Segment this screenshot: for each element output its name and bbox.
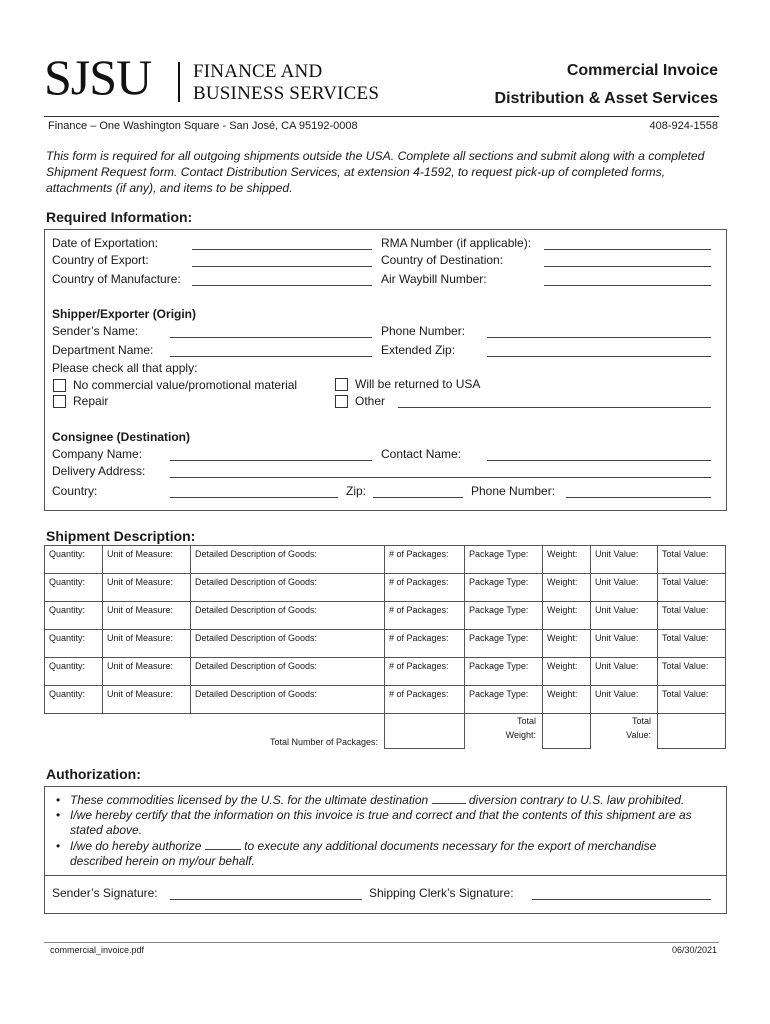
other-checkbox[interactable]	[335, 395, 348, 408]
authorize-field[interactable]	[205, 849, 241, 850]
authorization-bullet-1	[56, 793, 720, 808]
authorization-bullet-3	[56, 839, 720, 869]
delivery-address-label: Delivery Address:	[52, 464, 146, 478]
shipment-row	[45, 630, 726, 658]
authorization-bullet-2	[56, 808, 720, 838]
logo-line-1: FINANCE AND	[193, 61, 323, 82]
bullet-2-text: I/we hereby certify that the information on this invoice is true and correct and that the contents of this shipment are as stated above.	[70, 808, 692, 837]
bullet-3-part-b: to execute any additional documents necessary for the export of merchandise	[244, 839, 657, 853]
check-prompt: Please check all that apply:	[52, 361, 198, 375]
shipment-cell[interactable]: # of Packages:	[385, 602, 465, 630]
shipment-cell[interactable]: Detailed Description of Goods:	[191, 602, 385, 630]
phone-number-label: Phone Number:	[381, 324, 466, 338]
returned-label: Will be returned to USA	[355, 377, 481, 391]
logo-line-2: BUSINESS SERVICES	[193, 83, 380, 104]
shipment-cell[interactable]: Quantity:	[45, 602, 103, 630]
other-field[interactable]	[398, 407, 711, 408]
consignee-phone-label: Phone Number:	[471, 484, 556, 498]
shipment-row	[45, 602, 726, 630]
sender-name-label: Sender’s Name:	[52, 324, 139, 338]
country-field[interactable]	[170, 497, 338, 498]
rma-field[interactable]	[544, 249, 711, 250]
logo-divider	[178, 62, 180, 102]
contact-name-field[interactable]	[487, 460, 711, 461]
consignee-phone-field[interactable]	[566, 497, 711, 498]
bullet-1-part-a: These commodities licensed by the U.S. for the ultimate destination	[70, 793, 429, 807]
shipment-row	[45, 546, 726, 574]
total-packages-field[interactable]	[385, 714, 465, 749]
shipment-cell[interactable]: # of Packages:	[385, 546, 465, 574]
shipment-cell[interactable]: Unit Value:	[591, 546, 658, 574]
header-rule	[44, 116, 719, 117]
shipment-cell[interactable]: Quantity:	[45, 686, 103, 714]
shipment-cell[interactable]: Unit of Measure:	[103, 630, 191, 658]
footer-rule	[44, 942, 719, 943]
country-destination-label: Country of Destination:	[381, 253, 504, 267]
rma-label: RMA Number (if applicable):	[381, 236, 532, 250]
sender-signature-label: Sender’s Signature:	[52, 886, 158, 900]
shipment-cell[interactable]: Package Type:	[465, 686, 543, 714]
shipment-cell[interactable]: Weight:	[543, 658, 591, 686]
footer-date: 06/30/2021	[671, 945, 717, 955]
shipment-cell[interactable]: Package Type:	[465, 574, 543, 602]
country-manufacture-label: Country of Manufacture:	[52, 272, 181, 286]
repair-label: Repair	[73, 394, 109, 408]
total-value-label-1: Total	[631, 716, 651, 726]
repair-checkbox[interactable]	[53, 395, 66, 408]
shipment-cell[interactable]: Detailed Description of Goods:	[191, 658, 385, 686]
shipment-cell[interactable]: Unit of Measure:	[103, 546, 191, 574]
shipment-cell[interactable]: Detailed Description of Goods:	[191, 574, 385, 602]
date-export-field[interactable]	[192, 249, 372, 250]
shipment-row	[45, 658, 726, 686]
shipment-cell[interactable]: Unit Value:	[591, 658, 658, 686]
no-commercial-label: No commercial value/promotional material	[73, 378, 298, 392]
shipment-cell[interactable]: Weight:	[543, 630, 591, 658]
consignee-title: Consignee (Destination)	[52, 430, 191, 444]
shipment-cell[interactable]: Unit Value:	[591, 602, 658, 630]
date-export-label: Date of Exportation:	[52, 236, 159, 250]
authorization-title: Authorization:	[46, 766, 141, 782]
shipper-title: Shipper/Exporter (Origin)	[52, 307, 197, 321]
total-value-label-2: Value:	[626, 730, 651, 740]
shipment-row	[45, 686, 726, 714]
bullet-1-part-b: diversion contrary to U.S. law prohibited.	[468, 793, 685, 807]
sjsu-logo: SJSU	[44, 49, 152, 105]
shipment-cell[interactable]: Package Type:	[465, 602, 543, 630]
shipment-cell[interactable]: Unit Value:	[591, 630, 658, 658]
shipment-table	[44, 545, 726, 749]
shipment-cell[interactable]: Unit of Measure:	[103, 658, 191, 686]
country-destination-field[interactable]	[544, 266, 711, 267]
contact-name-label: Contact Name:	[381, 447, 462, 461]
bullet-icon: •	[56, 808, 61, 822]
no-commercial-checkbox[interactable]	[53, 379, 66, 392]
phone-number-field[interactable]	[487, 337, 711, 338]
office-phone: 408-924-1558	[649, 120, 718, 132]
returned-checkbox[interactable]	[335, 378, 348, 391]
total-weight-label-1: Total	[516, 716, 536, 726]
country-label: Country:	[52, 484, 98, 498]
shipment-cell[interactable]: # of Packages:	[385, 686, 465, 714]
zip-label: Zip:	[346, 484, 367, 498]
bullet-icon: •	[56, 839, 61, 853]
clerk-signature-label: Shipping Clerk’s Signature:	[369, 886, 514, 900]
shipment-cell[interactable]: Total Value:	[658, 574, 726, 602]
delivery-address-field[interactable]	[170, 477, 711, 478]
shipment-cell[interactable]: Quantity:	[45, 574, 103, 602]
intro-text: This form is required for all outgoing shipments outside the USA. Complete all sections and submit along with a completed Shipment Request form. Contact Distribution Services, at extension 4-1592, to request pick-up of completed forms, attachments (if any), and items to be shipped.	[46, 149, 705, 195]
clerk-signature-field[interactable]	[532, 899, 711, 900]
address: Finance – One Washington Square - San José, CA 95192-0008	[48, 120, 358, 132]
country-export-field[interactable]	[192, 266, 372, 267]
shipment-cell[interactable]: Weight:	[543, 546, 591, 574]
sender-signature-field[interactable]	[170, 899, 362, 900]
shipment-cell[interactable]: Total Value:	[658, 630, 726, 658]
destination-field[interactable]	[432, 803, 466, 804]
shipment-cell[interactable]: Detailed Description of Goods:	[191, 686, 385, 714]
shipment-cell[interactable]: Unit of Measure:	[103, 602, 191, 630]
shipment-cell[interactable]: Package Type:	[465, 658, 543, 686]
bullet-3-part-a: I/we do hereby authorize	[70, 839, 202, 853]
total-packages-label: Total Number of Packages:	[269, 736, 378, 747]
shipment-cell[interactable]: # of Packages:	[385, 630, 465, 658]
shipment-cell[interactable]: Detailed Description of Goods:	[191, 546, 385, 574]
company-name-field[interactable]	[170, 460, 372, 461]
shipment-cell[interactable]: Unit of Measure:	[103, 574, 191, 602]
shipment-row	[45, 574, 726, 602]
shipment-cell[interactable]: Unit of Measure:	[103, 686, 191, 714]
sender-name-field[interactable]	[170, 337, 372, 338]
air-waybill-label: Air Waybill Number:	[381, 272, 487, 286]
shipment-title: Shipment Description:	[46, 528, 196, 544]
company-name-label: Company Name:	[52, 447, 143, 461]
shipment-cell[interactable]: Quantity:	[45, 546, 103, 574]
signature-divider	[44, 875, 727, 876]
shipment-cell[interactable]: Weight:	[543, 686, 591, 714]
shipment-cell[interactable]: Quantity:	[45, 630, 103, 658]
shipment-cell[interactable]: Quantity:	[45, 658, 103, 686]
country-manufacture-field[interactable]	[192, 285, 372, 286]
shipment-cell[interactable]: Weight:	[543, 602, 591, 630]
form-subtitle: Distribution & Asset Services	[494, 90, 718, 107]
form-title: Commercial Invoice	[566, 62, 718, 79]
total-weight-field[interactable]	[543, 714, 591, 749]
department-label: Department Name:	[52, 343, 154, 357]
bullet-icon: •	[56, 793, 61, 807]
extended-zip-field[interactable]	[487, 356, 711, 357]
shipment-cell[interactable]: Package Type:	[465, 630, 543, 658]
required-info-title: Required Information:	[46, 209, 193, 225]
total-weight-label-2: Weight:	[505, 730, 536, 740]
department-field[interactable]	[170, 356, 372, 357]
air-waybill-field[interactable]	[544, 285, 711, 286]
country-export-label: Country of Export:	[52, 253, 149, 267]
shipment-cell[interactable]: Unit Value:	[591, 574, 658, 602]
department-logo-text	[193, 61, 379, 105]
shipment-cell[interactable]: Total Value:	[658, 658, 726, 686]
shipment-cell[interactable]: # of Packages:	[385, 574, 465, 602]
bullet-3-part-c: described herein on my/our behalf.	[70, 854, 255, 868]
footer-filename: commercial_invoice.pdf	[50, 945, 145, 955]
shipment-cell[interactable]: Detailed Description of Goods:	[191, 630, 385, 658]
shipment-cell[interactable]: Total Value:	[658, 546, 726, 574]
shipment-cell[interactable]: Unit Value:	[591, 686, 658, 714]
total-value-field[interactable]	[658, 714, 726, 749]
shipment-cell[interactable]: Package Type:	[465, 546, 543, 574]
other-label: Other	[355, 394, 386, 408]
shipment-cell[interactable]: Total Value:	[658, 602, 726, 630]
shipment-cell[interactable]: Weight:	[543, 574, 591, 602]
totals-row	[45, 714, 726, 749]
extended-zip-label: Extended Zip:	[381, 343, 456, 357]
zip-field[interactable]	[373, 497, 463, 498]
shipment-cell[interactable]: # of Packages:	[385, 658, 465, 686]
shipment-cell[interactable]: Total Value:	[658, 686, 726, 714]
